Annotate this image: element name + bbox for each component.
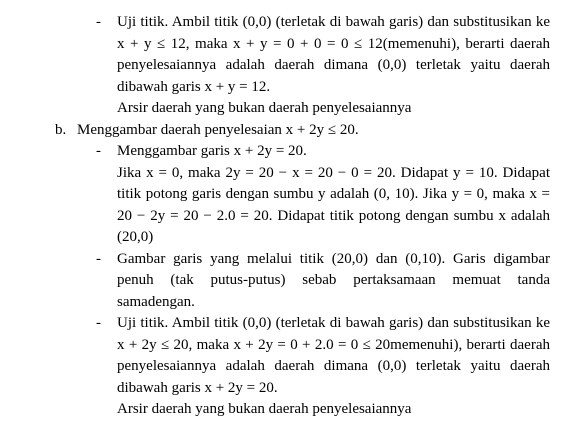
draw-solid-line-text: Gambar garis yang melalui titik (20,0) dan (0,10). Garis digambar penuh (tak putus-putus) sebab pertaksamaan memuat tanda samadengan. bbox=[117, 250, 550, 310]
test-point-text-b: Uji titik. Ambil titik (0,0) (terletak di bawah garis) dan substitusikan ke x + 2y ≤ 20, maka x + 2y = 0 + 2.0 = 0 ≤ 20memenuhi), berarti daerah penyelesaiannya adalah daerah dimana (0,0) terletak yaitu daerah dibawah garis x + 2y = 20. bbox=[117, 315, 550, 396]
bullet-dash: - bbox=[96, 315, 101, 331]
bullet-dash: - bbox=[96, 250, 101, 267]
test-point-text-a: Uji titik. Ambil titik (0,0) (terletak di bawah garis) dan substitusikan ke x + y ≤ 12, maka x + y = 0 + 0 = 0 ≤ 12(memenuhi), berarti daerah penyelesaiannya adalah daerah dimana (0,0) terletak yaitu daerah dibawah garis x + y = 12. bbox=[117, 14, 550, 95]
section-b-heading-item bbox=[55, 120, 550, 142]
test-point-item-a bbox=[96, 12, 550, 120]
bullet-dash: - bbox=[96, 14, 101, 30]
shade-instruction-b: Arsir daerah yang bukan daerah penyelesaiannya bbox=[117, 401, 412, 417]
section-b-marker: b. bbox=[55, 121, 67, 138]
shade-instruction-a: Arsir daerah yang bukan daerah penyelesaiannya bbox=[117, 100, 412, 116]
draw-line-title: Menggambar garis x + 2y = 20. bbox=[117, 143, 307, 159]
draw-line-item bbox=[96, 141, 550, 163]
test-point-item-b bbox=[96, 313, 550, 421]
bullet-dash: - bbox=[96, 143, 101, 159]
intercept-calculation: Jika x = 0, maka 2y = 20 − x = 20 − 0 = 20. Didapat y = 10. Didapat titik potong garis dengan sumbu y adalah (0, 10). Jika y = 0, maka x = 20 − 2y = 20 − 2.0 = 20. Didapat titik potong dengan sumbu x adalah (20,0) bbox=[117, 164, 550, 245]
document-page bbox=[0, 12, 572, 421]
section-b-heading: Menggambar daerah penyelesaian x + 2y ≤ 20. bbox=[77, 121, 359, 138]
draw-solid-line-item bbox=[96, 249, 550, 314]
